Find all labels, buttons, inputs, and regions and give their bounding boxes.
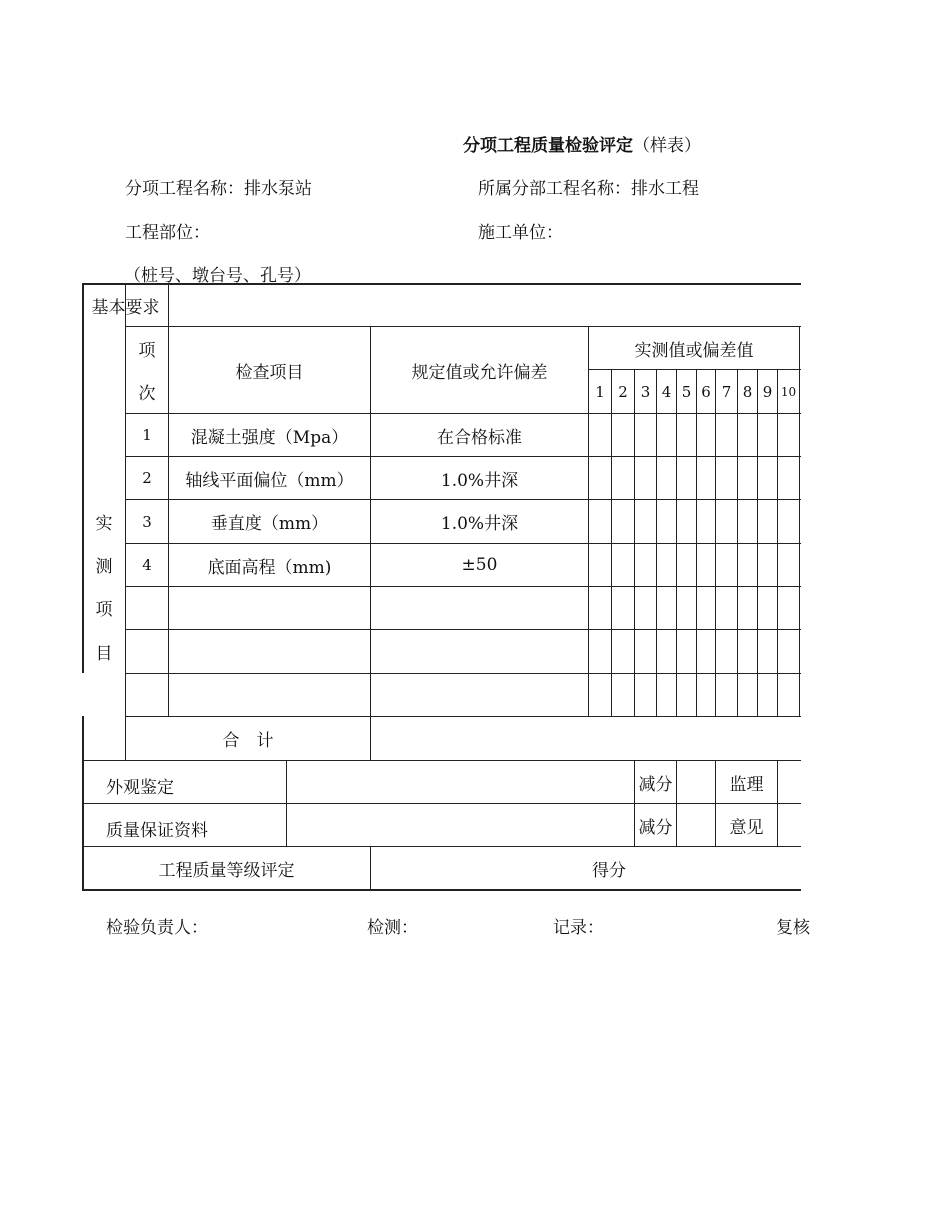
contractor-label: 施工单位： [478,223,563,243]
table-line [83,803,801,804]
col-spec-header: 规定值或允许偏差 [411,362,548,383]
table-line [777,369,778,717]
table-line [696,369,697,717]
measure-col-number: 3 [640,382,651,401]
measured-items-char: 项 [95,600,113,620]
appearance-deduct-label: 减分 [638,774,673,795]
row-spec: 在合格标准 [437,427,522,448]
table-line [611,369,612,717]
measure-col-number: 5 [681,382,692,401]
table-line [83,760,801,761]
quality-docs-label: 质量保证资料 [106,821,208,841]
table-line [286,760,287,846]
table-border-bottom [83,889,801,891]
footer-recorder: 记录： [553,918,604,938]
item-name-label: 分项工程名称：排水泵站 [125,179,312,199]
table-line [777,760,778,846]
measure-col-number: 2 [618,382,628,401]
measure-col-number: 1 [595,382,605,401]
form-title-suffix: （样表） [633,136,701,156]
row-seq: 4 [142,556,152,574]
measure-col-number: 4 [661,382,672,401]
measure-col-number: 7 [721,382,732,401]
table-line [757,369,758,717]
footer-reviewer-clip [776,913,810,938]
row-item: 轴线平面偏位（mm） [185,470,354,491]
supervision-label-top: 监理 [729,774,764,795]
measured-items-char: 实 [95,514,113,534]
col-measured-header: 实测值或偏差值 [634,340,754,361]
col-seq-header-bottom: 次 [138,384,156,404]
table-line [715,369,716,717]
table-line [125,586,801,587]
grade-label: 工程质量等级评定 [158,860,295,881]
score-label: 得分 [592,860,626,881]
form-title-main: 分项工程质量检验评定 [463,136,633,156]
location-label: 工程部位： [125,223,210,243]
table-line [799,326,800,717]
table-line [656,369,657,717]
footer-reviewer: 复核 [776,918,810,938]
footer-inspector: 检验负责人： [106,918,208,938]
row-spec: 1.0%井深 [440,470,519,491]
total-label: 合 计 [222,731,274,751]
basic-requirements-label: 基本要求 [91,297,160,318]
table-line [125,673,801,674]
measure-col-number: 10 [780,384,797,399]
location-note: （桩号、墩台号、孔号） [124,266,311,286]
supervision-label-bottom: 意见 [729,817,764,838]
parent-name-label: 所属分部工程名称：排水工程 [478,179,699,199]
table-border-top [83,283,801,285]
quality-docs-deduct-label: 减分 [638,817,673,838]
row-item: 垂直度（mm） [210,514,329,534]
row-seq: 1 [142,426,152,444]
row-seq: 3 [142,512,152,531]
table-line [737,369,738,717]
row-item: 混凝土强度（Mpa） [190,427,349,448]
measure-col-number: 9 [762,382,773,401]
table-line [676,760,677,846]
col-seq-header-top: 项 [138,341,156,361]
measured-items-char: 测 [95,557,113,577]
row-item: 底面高程（mm) [207,557,332,578]
col-item-header: 检查项目 [235,362,304,383]
table-line [676,369,677,717]
row-spec: 1.0%井深 [440,514,519,534]
measure-col-number: 6 [701,382,711,401]
measure-col-number: 8 [742,382,753,401]
footer-tester: 检测： [367,918,418,938]
table-line [634,369,635,717]
appearance-label: 外观鉴定 [106,778,174,798]
measured-items-char: 目 [95,644,113,664]
table-line [125,629,801,630]
row-spec: ±50 [461,555,498,575]
row-seq: 2 [142,469,152,487]
form-title [463,131,701,156]
